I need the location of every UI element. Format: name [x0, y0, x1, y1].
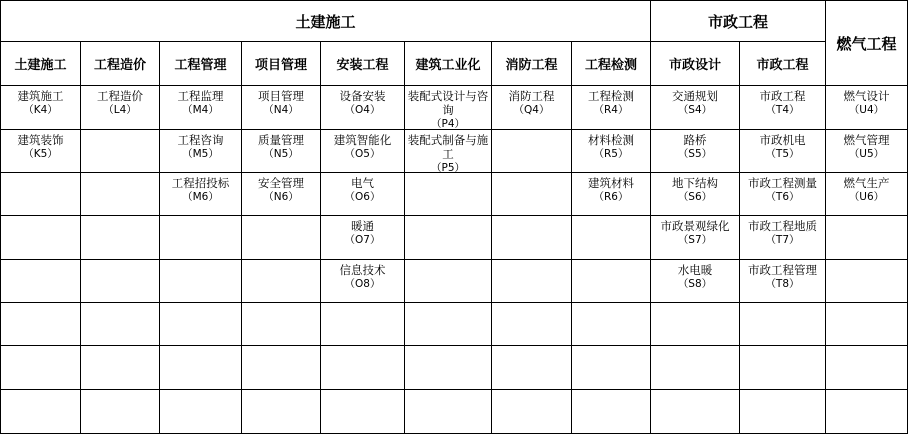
discipline-name: 工程监理 — [177, 89, 224, 103]
discipline-item — [0, 129, 81, 173]
discipline-code: （U5） — [848, 148, 885, 160]
table-cell — [404, 215, 492, 260]
table-cell — [491, 345, 572, 390]
column-header: 土建施工 — [0, 41, 81, 86]
column-header: 项目管理 — [241, 41, 321, 86]
column-header: 工程造价 — [80, 41, 160, 86]
table-cell — [241, 389, 321, 434]
discipline-name: 消防工程 — [508, 89, 555, 103]
discipline-name: 地下结构 — [672, 176, 718, 190]
table-cell — [571, 389, 651, 434]
discipline-code: （U6） — [848, 191, 885, 203]
table-cell — [404, 259, 492, 303]
column-header: 工程检测 — [571, 41, 651, 86]
discipline-name: 燃气设计 — [843, 89, 890, 103]
table-cell — [0, 345, 81, 390]
discipline-code: （T4） — [765, 104, 800, 116]
table-cell — [80, 129, 160, 173]
table-cell — [241, 259, 321, 303]
discipline-item — [825, 85, 908, 130]
discipline-name: 工程咨询 — [177, 133, 224, 147]
column-header: 市政工程 — [739, 41, 826, 86]
discipline-item — [404, 85, 492, 130]
discipline-item — [571, 129, 651, 173]
table-cell — [404, 172, 492, 216]
discipline-item — [320, 215, 405, 260]
table-cell — [491, 389, 572, 434]
table-cell — [491, 259, 572, 303]
discipline-item — [320, 172, 405, 216]
table-cell — [491, 215, 572, 260]
table-cell — [404, 389, 492, 434]
discipline-name: 安全管理 — [258, 176, 304, 190]
discipline-code: （O6） — [344, 191, 381, 203]
table-cell — [650, 302, 740, 346]
discipline-code: （M4） — [182, 104, 219, 116]
discipline-item — [825, 172, 908, 216]
discipline-name: 路桥 — [683, 133, 707, 147]
column-header: 安装工程 — [320, 41, 405, 86]
table-cell — [159, 389, 242, 434]
discipline-code: （S4） — [677, 104, 713, 116]
discipline-item — [159, 129, 242, 173]
discipline-code: （P5） — [430, 162, 465, 174]
discipline-code: （R4） — [593, 104, 629, 116]
discipline-name: 燃气管理 — [843, 133, 890, 147]
column-header: 工程管理 — [159, 41, 242, 86]
table-cell — [491, 302, 572, 346]
discipline-item — [825, 129, 908, 173]
discipline-code: （O7） — [344, 234, 381, 246]
table-cell — [491, 172, 572, 216]
discipline-item — [739, 215, 826, 260]
discipline-name: 燃气生产 — [843, 176, 890, 190]
discipline-name: 建筑智能化 — [333, 133, 392, 147]
discipline-name: 水电暖 — [677, 263, 713, 277]
discipline-item — [320, 129, 405, 173]
discipline-code: （M6） — [182, 191, 219, 203]
discipline-name: 装配式设计与咨询 — [407, 89, 489, 117]
table-cell — [825, 215, 908, 260]
table-cell — [0, 389, 81, 434]
discipline-item — [241, 172, 321, 216]
table-cell — [739, 302, 826, 346]
discipline-name: 设备安装 — [339, 89, 386, 103]
discipline-code: （R5） — [593, 148, 629, 160]
table-cell — [571, 215, 651, 260]
table-cell — [241, 215, 321, 260]
discipline-item — [320, 259, 405, 303]
discipline-name: 项目管理 — [258, 89, 304, 103]
discipline-code: （S6） — [677, 191, 713, 203]
discipline-name: 信息技术 — [339, 263, 386, 277]
discipline-item — [739, 129, 826, 173]
discipline-item — [650, 85, 740, 130]
discipline-item — [320, 85, 405, 130]
table-cell — [80, 259, 160, 303]
discipline-code: （S7） — [677, 234, 713, 246]
table-cell — [571, 345, 651, 390]
discipline-item — [739, 172, 826, 216]
discipline-code: （T8） — [765, 278, 800, 290]
discipline-code: （O5） — [344, 148, 381, 160]
table-cell — [80, 172, 160, 216]
discipline-code: （S8） — [677, 278, 713, 290]
discipline-item — [739, 259, 826, 303]
discipline-item — [571, 85, 651, 130]
table-cell — [80, 389, 160, 434]
discipline-code: （T7） — [765, 234, 800, 246]
table-cell — [80, 345, 160, 390]
table-cell — [650, 345, 740, 390]
discipline-name: 建筑材料 — [588, 176, 634, 190]
table-cell — [0, 302, 81, 346]
discipline-item — [241, 85, 321, 130]
discipline-name: 暖通 — [351, 219, 374, 233]
discipline-item — [159, 172, 242, 216]
table-cell — [650, 389, 740, 434]
discipline-code: （N4） — [263, 104, 299, 116]
table-cell — [159, 259, 242, 303]
discipline-item — [241, 129, 321, 173]
table-cell — [404, 345, 492, 390]
table-cell — [320, 389, 405, 434]
discipline-code: （N6） — [263, 191, 299, 203]
table-cell — [491, 129, 572, 173]
group-header-shizheng: 市政工程 — [650, 0, 826, 42]
discipline-item — [80, 85, 160, 130]
table-cell — [739, 389, 826, 434]
discipline-name: 工程检测 — [588, 89, 634, 103]
discipline-name: 交通规划 — [672, 89, 718, 103]
table-cell — [404, 302, 492, 346]
table-cell — [320, 302, 405, 346]
discipline-name: 工程造价 — [97, 89, 143, 103]
table-cell — [0, 215, 81, 260]
discipline-code: （R6） — [593, 191, 629, 203]
discipline-code: （U4） — [848, 104, 885, 116]
discipline-item — [739, 85, 826, 130]
discipline-name: 工程招投标 — [171, 176, 230, 190]
table-cell — [80, 302, 160, 346]
table-cell — [241, 345, 321, 390]
discipline-code: （Q4） — [513, 104, 550, 116]
discipline-code: （K5） — [23, 148, 58, 160]
table-cell — [0, 259, 81, 303]
table-cell — [159, 345, 242, 390]
discipline-code: （L4） — [103, 104, 137, 116]
discipline-code: （T6） — [765, 191, 800, 203]
discipline-item — [650, 259, 740, 303]
table-cell — [159, 215, 242, 260]
table-cell — [80, 215, 160, 260]
table-cell — [0, 172, 81, 216]
discipline-name: 装配式制备与施工 — [407, 133, 489, 161]
table-cell — [241, 302, 321, 346]
group-header-tujian: 土建施工 — [0, 0, 651, 42]
discipline-item — [404, 129, 492, 173]
discipline-name: 建筑施工 — [17, 89, 64, 103]
table-cell — [739, 345, 826, 390]
table-cell — [825, 259, 908, 303]
discipline-code: （O4） — [344, 104, 381, 116]
discipline-code: （M5） — [182, 148, 219, 160]
discipline-code: （T5） — [765, 148, 800, 160]
group-header-ranqi: 燃气工程 — [825, 0, 908, 86]
discipline-name: 市政景观绿化 — [660, 219, 730, 233]
column-header: 市政设计 — [650, 41, 740, 86]
table-cell — [320, 345, 405, 390]
discipline-code: （K4） — [23, 104, 58, 116]
table-cell — [825, 389, 908, 434]
discipline-name: 市政工程测量 — [748, 176, 817, 190]
discipline-item — [650, 215, 740, 260]
column-header: 消防工程 — [491, 41, 572, 86]
table-cell — [159, 302, 242, 346]
discipline-code: （N5） — [263, 148, 299, 160]
discipline-item — [650, 172, 740, 216]
discipline-name: 市政工程地质 — [748, 219, 817, 233]
table-cell — [571, 259, 651, 303]
discipline-item — [571, 172, 651, 216]
table-cell — [825, 302, 908, 346]
discipline-name: 电气 — [351, 176, 374, 190]
discipline-item — [159, 85, 242, 130]
discipline-name: 质量管理 — [258, 133, 304, 147]
discipline-code: （O8） — [344, 278, 381, 290]
table-cell — [571, 302, 651, 346]
discipline-item — [0, 85, 81, 130]
discipline-name: 市政工程 — [759, 89, 806, 103]
column-header: 建筑工业化 — [404, 41, 492, 86]
discipline-code: （P4） — [430, 118, 465, 130]
discipline-name: 建筑装饰 — [17, 133, 64, 147]
discipline-item — [650, 129, 740, 173]
discipline-name: 材料检测 — [588, 133, 634, 147]
discipline-name: 市政机电 — [759, 133, 806, 147]
discipline-name: 市政工程管理 — [748, 263, 817, 277]
discipline-code: （S5） — [677, 148, 713, 160]
discipline-item — [491, 85, 572, 130]
table-cell — [825, 345, 908, 390]
